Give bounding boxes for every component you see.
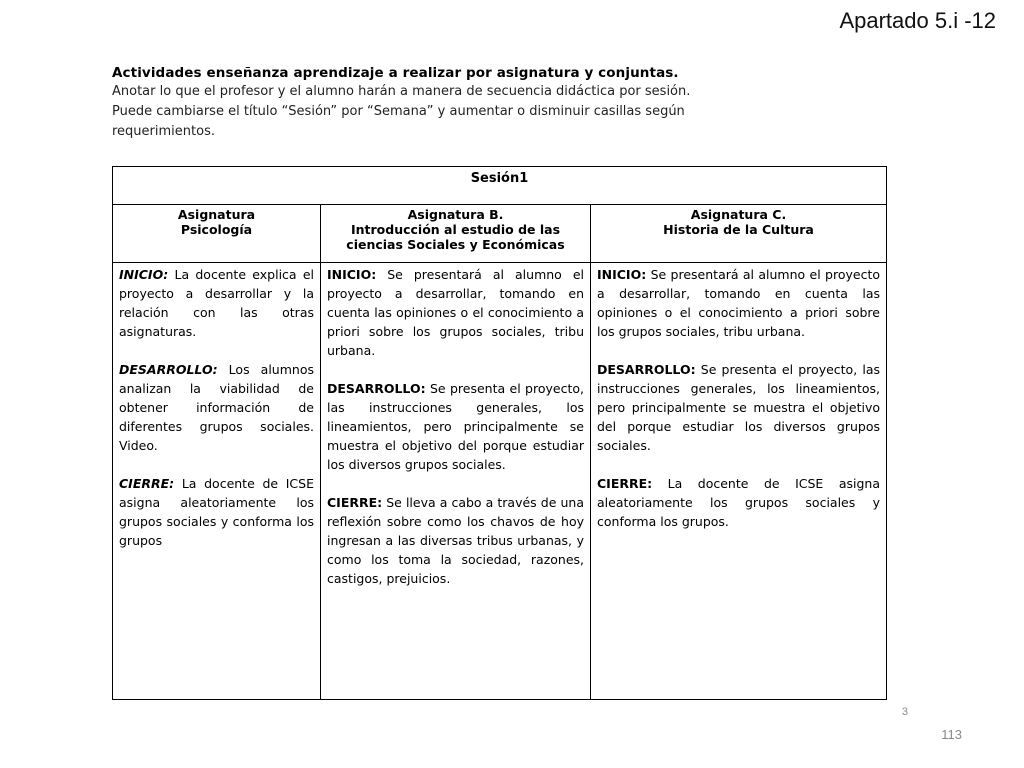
- inicio-paragraph: [119, 265, 314, 341]
- inicio-label: INICIO:: [327, 267, 377, 282]
- inicio-paragraph: [597, 265, 880, 341]
- session-table: [112, 166, 887, 700]
- cierre-paragraph: [597, 474, 880, 531]
- cierre-label: CIERRE:: [119, 476, 175, 491]
- desarrollo-paragraph: [119, 360, 314, 455]
- instruction-line-2: Puede cambiarse el título “Sesión” por “Semana” y aumentar o disminuir casillas según: [112, 104, 685, 119]
- inicio-text: La docente explica el proyecto a desarrollar y la relación con las otras asignaturas.: [119, 267, 314, 339]
- cierre-text: La docente de ICSE asigna aleatoriamente los grupos sociales y conforma los grupos.: [597, 476, 880, 529]
- desarrollo-label: DESARROLLO:: [597, 362, 696, 377]
- desarrollo-label: DESARROLLO:: [119, 362, 218, 377]
- cierre-label: CIERRE:: [597, 476, 653, 491]
- page-number: 3: [901, 706, 908, 718]
- cierre-text: Se lleva a cabo a través de una reflexión sobre como los chavos de hoy ingresan a las diversas tribus urbanas, y como los toma la sociedad, razones, castigos, prejuicios.: [327, 495, 584, 586]
- instruction-line-3: requerimientos.: [112, 124, 215, 139]
- column-subtitle: Psicología: [180, 222, 253, 237]
- column-title: Asignatura B.: [407, 207, 504, 222]
- desarrollo-paragraph: [597, 360, 880, 455]
- desarrollo-label: DESARROLLO:: [327, 381, 426, 396]
- cierre-label: CIERRE:: [327, 495, 383, 510]
- inicio-label: INICIO:: [597, 267, 647, 282]
- inicio-label: INICIO:: [119, 267, 169, 282]
- desarrollo-paragraph: [327, 379, 584, 474]
- slide-title: Apartado 5.i -12: [839, 8, 996, 33]
- document-heading: Actividades enseñanza aprendizaje a realizar por asignatura y conjuntas.: [112, 65, 679, 81]
- column-asignatura-c: [591, 205, 886, 699]
- slide-number: 113: [941, 727, 962, 742]
- column-subtitle: Historia de la Cultura: [663, 222, 814, 237]
- column-body: [591, 263, 886, 552]
- inicio-text: Se presentará al alumno el proyecto a desarrollar, tomando en cuenta las opiniones o el conocimiento a priori sobre los grupos sociales, tribu urbana.: [597, 267, 880, 339]
- column-header: [321, 205, 590, 263]
- column-psicologia: [113, 205, 321, 699]
- desarrollo-text: Se presenta el proyecto, las instrucciones generales, los lineamientos, pero principalmente se muestra el objetivo del porque estudiar los diversos grupos sociales.: [597, 362, 880, 453]
- column-subtitle: Introducción al estudio de las ciencias Sociales y Económicas: [346, 222, 565, 252]
- inicio-paragraph: [327, 265, 584, 360]
- desarrollo-text: Se presenta el proyecto, las instrucciones generales, los lineamientos, pero principalmente se muestra el objetivo del porque estudiar los diversos grupos sociales.: [327, 381, 584, 472]
- column-header: [113, 205, 320, 263]
- cierre-paragraph: [327, 493, 584, 588]
- column-body: [321, 263, 590, 609]
- instruction-line-1: Anotar lo que el profesor y el alumno harán a manera de secuencia didáctica por sesión.: [112, 84, 691, 99]
- inicio-text: Se presentará al alumno el proyecto a desarrollar, tomando en cuenta las opiniones o el conocimiento a priori sobre los grupos sociales, tribu urbana.: [327, 267, 584, 358]
- column-body: [113, 263, 320, 571]
- column-title: Asignatura C.: [690, 207, 787, 222]
- session-header: Sesión1: [113, 167, 886, 205]
- column-asignatura-b: [321, 205, 591, 699]
- column-header: [591, 205, 886, 263]
- document-header: [112, 64, 887, 142]
- desarrollo-text: Los alumnos analizan la viabilidad de obtener información de diferentes grupos sociales. Video.: [119, 362, 314, 453]
- cierre-text: La docente de ICSE asigna aleatoriamente los grupos sociales y conforma los grupos: [119, 476, 314, 548]
- cierre-paragraph: [119, 474, 314, 550]
- table-columns: [113, 205, 886, 699]
- column-title: Asignatura: [177, 207, 256, 222]
